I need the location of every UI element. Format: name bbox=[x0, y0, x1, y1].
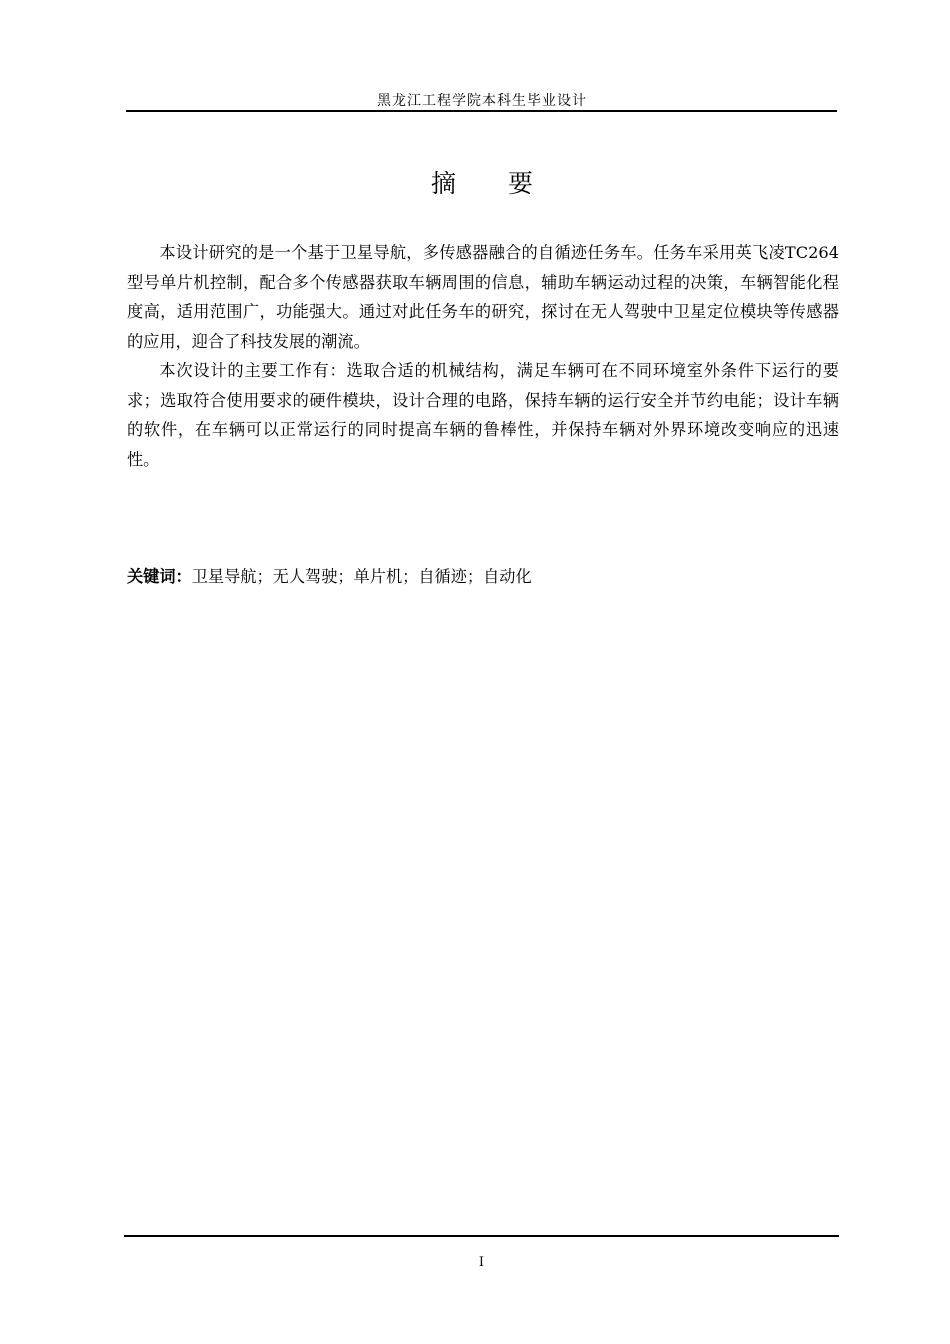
footer-rule bbox=[124, 1235, 839, 1237]
keywords-line bbox=[127, 564, 837, 590]
running-header: 黑龙江工程学院本科生毕业设计 bbox=[377, 93, 587, 109]
abstract-body bbox=[127, 238, 839, 474]
page-number: I bbox=[478, 1255, 485, 1270]
abstract-paragraph-1: 本设计研究的是一个基于卫星导航，多传感器融合的自循迹任务车。任务车采用英飞凌TC264型号单片机控制，配合多个传感器获取车辆周围的信息，辅助车辆运动过程的决策，车辆智能化程度高，适用范围广，功能强大。通过对此任务车的研究，探讨在无人驾驶中卫星定位模块等传感器的应用，迎合了科技发展的潮流。 bbox=[127, 243, 839, 351]
abstract-paragraph-2: 本次设计的主要工作有：选取合适的机械结构，满足车辆可在不同环境室外条件下运行的要求；选取符合使用要求的硬件模块，设计合理的电路，保持车辆的运行安全并节约电能；设计车辆的软件，在车辆可以正常运行的同时提高车辆的鲁棒性，并保持车辆对外界环境改变响应的迅速性。 bbox=[127, 361, 839, 469]
keywords-label: 关键词： bbox=[127, 567, 192, 586]
page-title bbox=[127, 164, 837, 204]
page-title-char-1: 摘 bbox=[430, 169, 456, 198]
page-title-char-2: 要 bbox=[508, 169, 534, 198]
header-rule bbox=[126, 110, 837, 112]
keywords-list: 卫星导航；无人驾驶；单片机；自循迹；自动化 bbox=[191, 567, 532, 586]
